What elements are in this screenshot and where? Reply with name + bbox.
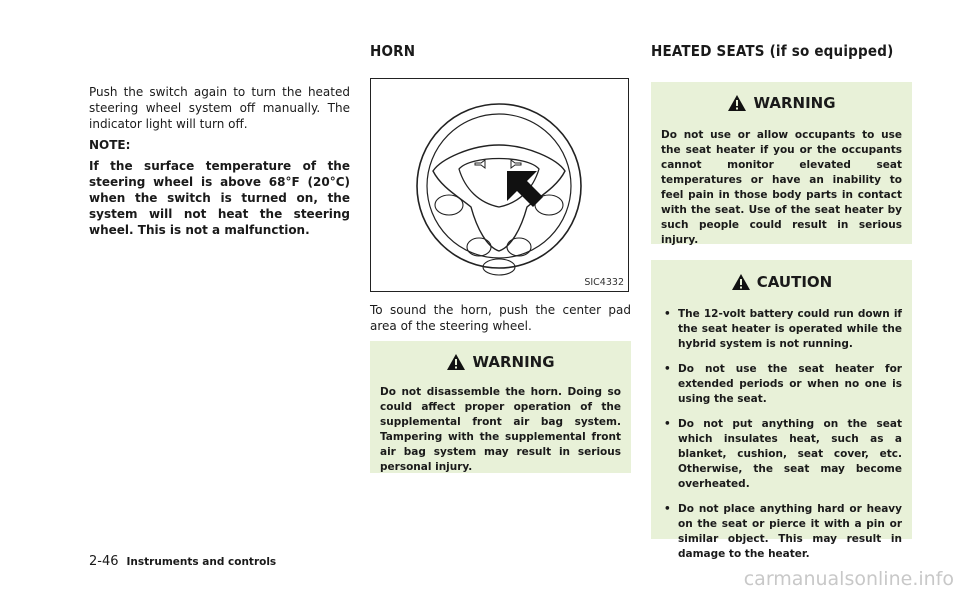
seat-caution-box — [651, 260, 912, 560]
page-number: 2-46 — [89, 554, 119, 569]
list-item — [661, 502, 902, 562]
warning-triangle-icon — [727, 94, 747, 112]
caution-item-text: Do not use the seat heater for extended periods or when no one is using the seat. — [678, 363, 902, 405]
seat-warning-text: Do not use or allow occupants to use the seat heater if you or the occupants cannot monitor elevated seat temperatures or have an inability to feel pain in those body parts in contact with the seat. Use of the seat heater by such people could result in serious injury. — [661, 129, 902, 246]
bullet: • — [664, 363, 671, 375]
section-name: Instruments and controls — [126, 556, 277, 568]
warning-title-text: WARNING — [472, 353, 555, 371]
list-item — [661, 307, 902, 352]
horn-warning-box — [370, 341, 631, 473]
bullet: • — [664, 308, 671, 320]
bullet: • — [664, 503, 671, 515]
warning-triangle-icon — [446, 353, 466, 371]
note-text: If the surface temperature of the steering wheel is above 68°F (20°C) when the switch is turned on, the system will not heat the steering wheel. This is not a malfunction. — [89, 159, 350, 237]
caution-item-text: The 12-volt battery could run down if the seat heater is operated while the hybrid system is not running. — [678, 308, 902, 350]
note-label: NOTE: — [89, 138, 131, 152]
seat-warning-title — [661, 94, 902, 112]
figure-label: SIC4332 — [584, 277, 624, 288]
page-footer — [89, 554, 276, 569]
warning-title-text: WARNING — [753, 94, 836, 112]
caution-triangle-icon — [731, 273, 751, 291]
heated-steering-paragraph: Push the switch again to turn the heated steering wheel system off manually. The indicator light will turn off. — [89, 85, 350, 131]
heated-seats-heading: HEATED SEATS (if so equipped) — [651, 42, 894, 60]
list-item — [661, 417, 902, 492]
horn-heading: HORN — [370, 42, 416, 60]
horn-warning-title — [380, 353, 621, 371]
horn-instruction: To sound the horn, push the center pad area of the steering wheel. — [370, 303, 631, 333]
seat-caution-title — [661, 273, 902, 291]
horn-warning-text: Do not disassemble the horn. Doing so could affect proper operation of the supplemental front air bag system. Tampering with the supplemental front air bag system may result in serious personal injury. — [380, 386, 621, 473]
seat-warning-box — [651, 82, 912, 244]
bullet: • — [664, 418, 671, 430]
caution-item-text: Do not place anything hard or heavy on the seat or pierce it with a pin or similar object. This may result in damage to the heater. — [678, 503, 902, 560]
steering-wheel-figure — [370, 78, 629, 292]
caution-list — [661, 307, 902, 562]
caution-item-text: Do not put anything on the seat which insulates heat, such as a blanket, cushion, seat cover, etc. Otherwise, the seat may become overheated. — [678, 418, 902, 490]
caution-title-text: CAUTION — [756, 273, 833, 291]
list-item — [661, 362, 902, 407]
steering-wheel-illustration — [371, 79, 628, 291]
watermark: carmanualsonline.info — [743, 568, 954, 590]
